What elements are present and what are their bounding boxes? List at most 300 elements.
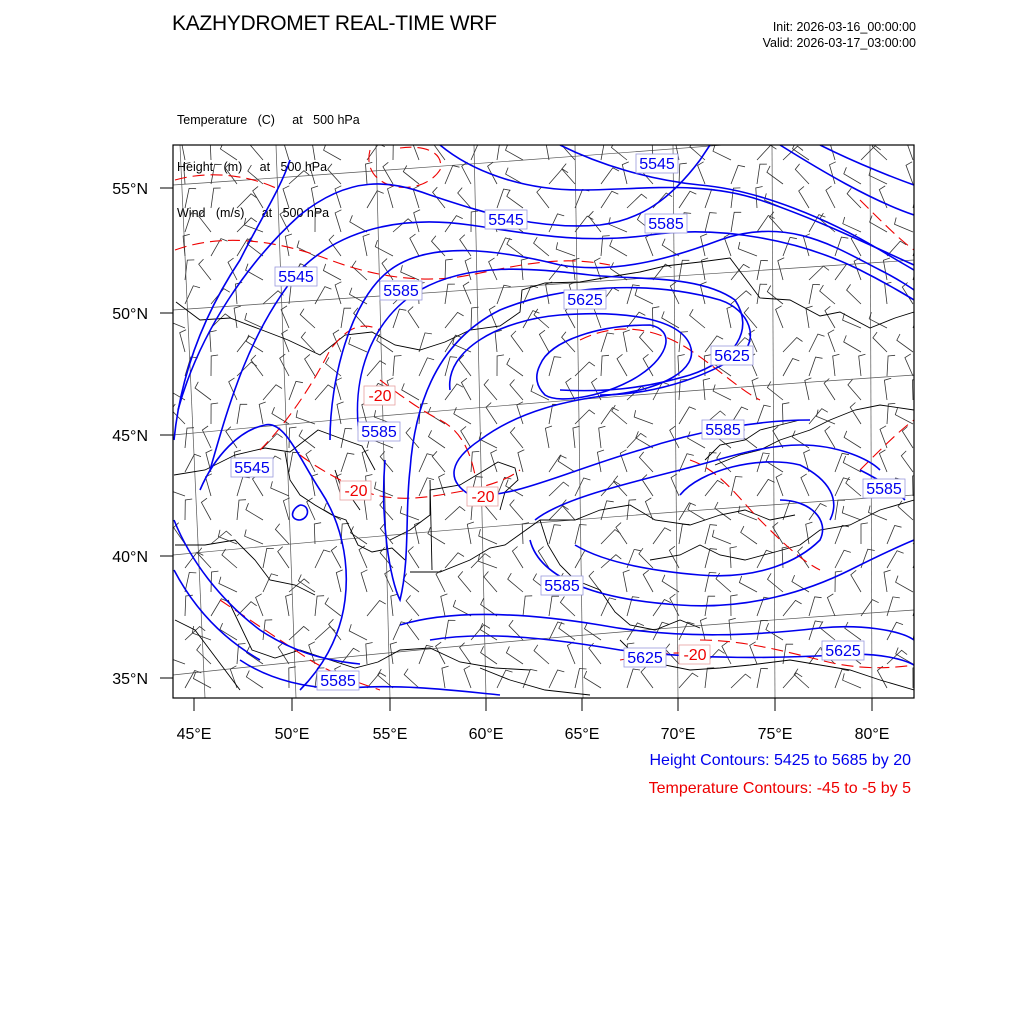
wind-barb (783, 600, 802, 616)
wind-barb (471, 211, 478, 232)
wind-barb (652, 307, 659, 328)
wind-barb (635, 289, 653, 305)
temp-label-text: -20 (683, 647, 707, 664)
wind-barb (272, 407, 289, 424)
wind-barb (825, 306, 835, 328)
wind-barb (731, 291, 751, 304)
wind-barb (799, 186, 809, 208)
wind-barb (575, 410, 595, 424)
wind-barb (510, 500, 523, 520)
height-contour-legend: Height Contours: 5425 to 5685 by 20 (649, 752, 911, 769)
wind-barb (873, 332, 887, 352)
wind-barb (289, 381, 303, 400)
wind-barb (670, 426, 679, 448)
wind-barb (442, 666, 449, 688)
wind-barb (601, 168, 619, 184)
wind-barb (408, 307, 419, 328)
wind-barb (705, 213, 717, 232)
wind-barb (537, 187, 549, 208)
wind-barb (829, 138, 835, 160)
wind-barb (705, 549, 717, 568)
wind-barb (518, 450, 524, 472)
wind-barb (767, 286, 783, 305)
lon-label: 50°E (274, 726, 310, 743)
wind-barb (285, 234, 292, 256)
wind-barb (879, 450, 887, 472)
height-label (380, 281, 422, 300)
wind-barb (662, 239, 679, 256)
wind-barb (312, 138, 319, 160)
wind-barb (289, 284, 298, 304)
wind-barb (185, 573, 196, 593)
wind-barb (653, 600, 671, 617)
wind-barb (913, 189, 924, 209)
wind-barb (219, 577, 237, 592)
wind-barbs (166, 138, 933, 688)
wind-barb (623, 330, 630, 352)
wind-barb (573, 426, 580, 448)
wind-barb (913, 237, 926, 256)
wind-barb (222, 549, 237, 568)
wind-barb (300, 309, 315, 328)
wind-barb (364, 498, 371, 520)
wind-barb (575, 551, 591, 568)
wind-barb (623, 570, 630, 592)
wind-barb (167, 314, 186, 329)
wind-barb (391, 594, 398, 616)
wind-barb (349, 624, 367, 640)
wind-barb (617, 354, 627, 376)
temp-label-text: -20 (344, 483, 368, 500)
wind-barb (166, 482, 185, 496)
wind-barb (289, 626, 309, 640)
wind-barb (850, 403, 861, 425)
wind-barb (341, 453, 354, 472)
wind-barb (757, 164, 767, 184)
wind-barb (895, 408, 913, 424)
wind-barb (459, 355, 471, 376)
wind-barb (463, 282, 471, 304)
wind-barb (545, 426, 552, 448)
wind-barb (757, 145, 776, 160)
wind-barb (713, 145, 731, 161)
wind-barb (851, 570, 861, 592)
wind-barb (567, 642, 575, 664)
wind-barb (896, 576, 913, 592)
wind-barb (906, 162, 913, 184)
wind-barb (307, 498, 315, 520)
wind-barb (805, 378, 812, 400)
wind-barb (562, 164, 575, 184)
wind-barb (773, 426, 783, 448)
wind-barb (367, 191, 384, 208)
wind-barb (246, 503, 263, 520)
wind-barb (739, 576, 757, 592)
height-label (645, 214, 687, 233)
wind-barb (835, 669, 849, 688)
lon-label: 75°E (757, 726, 793, 743)
height-label (231, 458, 273, 477)
wind-barb (445, 384, 463, 400)
wind-barb (809, 284, 820, 304)
wind-barb (523, 669, 537, 688)
temp-label-text: -20 (368, 388, 392, 405)
wind-barb (620, 450, 627, 472)
wind-barb (809, 621, 822, 640)
wind-barb (601, 355, 609, 376)
wind-barb (700, 618, 706, 640)
wind-barb (436, 570, 445, 592)
wind-barb (715, 502, 731, 520)
wind-barb (497, 670, 513, 688)
wind-barb (901, 451, 913, 472)
wind-barb (713, 385, 731, 401)
wind-barb (323, 264, 341, 280)
wind-barb (367, 361, 386, 376)
wind-barb (639, 548, 653, 568)
wind-barb (546, 282, 553, 304)
wind-barb (283, 138, 289, 160)
wind-barb (445, 312, 464, 328)
height-label-text: 5585 (361, 424, 397, 441)
wind-barb (511, 331, 523, 352)
wind-barb (366, 162, 373, 184)
wind-barb (830, 162, 836, 184)
wind-barb (741, 526, 757, 544)
wind-barb (843, 313, 861, 328)
wind-barb (237, 404, 247, 424)
wind-barb (729, 618, 736, 640)
wind-barb (601, 530, 621, 544)
wind-barb (835, 550, 851, 568)
wind-barb (210, 331, 217, 353)
height-label (358, 422, 400, 441)
wind-barb (835, 264, 853, 280)
wind-barb (770, 212, 784, 232)
wind-barb (565, 306, 575, 328)
wind-barb (185, 454, 201, 472)
wind-barb (383, 162, 393, 184)
wind-barb (491, 450, 497, 472)
wind-barb (259, 402, 266, 424)
wind-barb (884, 570, 891, 592)
wind-barb (589, 571, 601, 592)
wind-barb (783, 237, 797, 256)
wind-barb (641, 667, 653, 688)
wind-barb (776, 306, 783, 328)
wind-barb (419, 478, 434, 496)
height-label (485, 210, 527, 229)
wind-barb (193, 672, 211, 688)
wind-barb (523, 596, 532, 616)
wind-barb (245, 313, 263, 328)
wind-barb (211, 164, 222, 184)
wind-barb (738, 242, 757, 256)
wind-barb (752, 378, 758, 400)
wind-barb (445, 284, 455, 304)
wind-barb (549, 670, 564, 688)
wind-barb (461, 378, 471, 400)
wind-barb (465, 258, 471, 280)
wind-barb (406, 595, 419, 616)
wind-barb (599, 426, 606, 448)
wind-barb (428, 527, 445, 544)
wind-barb (801, 474, 809, 496)
wind-barb (315, 596, 324, 616)
wind-barb (512, 547, 523, 569)
wind-barb (861, 523, 868, 544)
wind-barb (195, 382, 211, 400)
wind-barb (253, 474, 264, 496)
wind-barb (845, 622, 861, 640)
wind-barb (887, 597, 900, 616)
wind-barb (419, 454, 434, 472)
wind-barb (211, 355, 218, 376)
height-label (317, 671, 359, 690)
wind-barb (315, 211, 322, 232)
wind-barb (484, 572, 497, 593)
height-label (564, 290, 606, 309)
height-label-text: 5585 (544, 578, 580, 595)
wind-barb (646, 234, 653, 256)
wind-barb (826, 186, 835, 208)
wind-barb (286, 594, 293, 616)
wind-barb (478, 554, 497, 568)
wind-barb (913, 597, 925, 616)
wind-barb (445, 166, 460, 184)
wind-barb (824, 379, 835, 401)
wind-barb (185, 260, 194, 280)
wind-barb (404, 669, 419, 688)
wind-barb (616, 523, 627, 544)
lon-labels (177, 726, 890, 743)
height-label-text: 5545 (639, 156, 675, 173)
wind-barb (378, 669, 393, 688)
wind-barb (408, 547, 419, 569)
lon-label: 45°E (176, 726, 212, 743)
wind-barb (640, 332, 654, 352)
wind-barb (412, 138, 419, 160)
height-label (702, 420, 744, 439)
wind-barb (315, 550, 330, 568)
wind-barb (289, 452, 300, 472)
height-label (275, 267, 317, 286)
wind-barb (806, 522, 813, 544)
wind-barb (263, 574, 278, 592)
wind-barb (263, 385, 282, 400)
temp-label (467, 487, 498, 506)
wind-barb (199, 259, 211, 280)
wind-barb (847, 284, 861, 304)
wind-barb (643, 570, 653, 592)
wind-barb (349, 337, 367, 352)
wind-barb (410, 234, 419, 256)
wind-barb (393, 356, 402, 377)
wind-barb (835, 500, 845, 520)
wind-barb (350, 215, 367, 232)
temp-label-text: -20 (471, 489, 495, 506)
wind-barb (432, 451, 445, 472)
wind-barb (671, 474, 679, 496)
height-label-text: 5625 (714, 348, 750, 365)
wind-barb (298, 575, 315, 593)
lat-label: 50°N (112, 306, 148, 323)
wind-barb (835, 525, 849, 544)
wind-barb (639, 452, 653, 472)
wind-barb (481, 598, 497, 616)
wind-barb (202, 426, 211, 448)
lon-label: 80°E (854, 726, 890, 743)
wind-barb (844, 167, 861, 184)
wind-barb (166, 650, 185, 664)
lon-label: 70°E (660, 726, 696, 743)
wind-barb (835, 453, 849, 472)
wind-barb (913, 549, 927, 568)
wind-barb (289, 171, 309, 184)
wind-barb (549, 214, 564, 232)
wind-barb (611, 141, 627, 160)
wind-barb (380, 500, 393, 520)
wind-barb (859, 354, 866, 376)
lon-label: 60°E (468, 726, 504, 743)
height-label-text: 5625 (825, 643, 861, 660)
wind-barb (271, 481, 289, 496)
wind-barb (895, 218, 914, 233)
lon-label: 65°E (564, 726, 600, 743)
wind-barb (464, 666, 471, 688)
wind-barb (887, 551, 904, 568)
wind-barb (226, 427, 237, 448)
wind-barb (324, 144, 341, 160)
height-label (822, 641, 864, 660)
lon-label: 55°E (372, 726, 408, 743)
wind-barb (393, 309, 406, 328)
wind-barb (517, 402, 523, 424)
wind-barb (601, 140, 612, 160)
wind-barb (534, 237, 549, 256)
wind-barb (905, 354, 913, 376)
wind-barb (809, 409, 828, 424)
wind-barb (506, 144, 524, 160)
wind-barb (794, 669, 809, 688)
wind-barb (679, 191, 696, 208)
wind-barb (653, 622, 669, 640)
wind-barb (776, 474, 783, 496)
wind-barb (419, 333, 432, 352)
wind-barb (352, 261, 367, 280)
wind-barb (211, 188, 221, 208)
wind-barb (575, 478, 590, 496)
wind-barb (337, 402, 344, 424)
wind-barb (336, 570, 342, 592)
wind-barb (575, 190, 589, 209)
wind-barb (393, 139, 400, 160)
valid-time: Valid: 2026-03-17_03:00:00 (762, 36, 916, 50)
wind-barb (843, 673, 861, 688)
wind-barb (185, 499, 192, 520)
wind-barb (458, 571, 471, 592)
wind-barb (809, 266, 829, 280)
wind-barb (305, 354, 315, 376)
wind-barb (507, 358, 523, 376)
wind-barb (913, 309, 926, 328)
wind-barb (419, 404, 428, 425)
wind-barb (495, 330, 502, 352)
wind-barb (367, 673, 386, 688)
temp-label (340, 481, 371, 500)
wind-barb (486, 403, 497, 424)
wind-barb (768, 573, 784, 592)
wind-barb (184, 163, 191, 185)
wind-barb (234, 306, 241, 328)
lat-label: 35°N (112, 671, 148, 688)
wind-barb (820, 285, 835, 304)
wind-barb (256, 594, 263, 616)
field-temperature: Temperature (C) at 500 hPa (177, 113, 360, 127)
wind-barb (419, 358, 434, 376)
wind-barb (510, 427, 523, 448)
temperature-contour-legend: Temperature Contours: -45 to -5 by 5 (648, 780, 911, 797)
wind-barb (622, 162, 629, 184)
wind-barb (297, 241, 315, 257)
wind-barb (835, 478, 850, 496)
wind-barb (584, 671, 601, 688)
wind-barb (375, 240, 393, 256)
height-label-text: 5585 (705, 422, 741, 439)
wind-barb (325, 598, 341, 616)
wind-barb (560, 597, 575, 617)
wind-barb (539, 330, 549, 352)
wind-barb (471, 554, 491, 568)
wind-barb (180, 330, 186, 352)
wind-barb (610, 239, 627, 256)
height-label-text: 5545 (278, 269, 314, 286)
wind-barb (825, 426, 835, 448)
wind-barb (181, 138, 188, 160)
wind-barb (731, 477, 742, 497)
height-label-text: 5625 (627, 650, 663, 667)
wind-barb (211, 314, 231, 328)
wind-barb (460, 235, 471, 256)
field-height: Height (m) at 500 hPa (177, 159, 328, 174)
wind-barb (783, 359, 799, 377)
height-label (541, 576, 583, 595)
wind-barb (484, 379, 497, 400)
wind-barb (566, 378, 575, 400)
wind-barb (237, 500, 246, 520)
wind-barb (828, 330, 835, 352)
lat-label: 40°N (112, 549, 148, 566)
wind-barb (507, 190, 523, 208)
wind-barb (783, 673, 802, 688)
wind-barb (433, 139, 445, 160)
wind-barb (393, 219, 413, 232)
wind-barb (795, 164, 809, 184)
height-label-text: 5625 (567, 292, 603, 309)
wind-barb (549, 525, 561, 544)
wind-barb (589, 211, 601, 232)
wind-barb (429, 430, 446, 448)
wind-barb (522, 523, 529, 544)
temp-label (679, 645, 710, 664)
height-label-text: 5585 (320, 673, 356, 690)
wind-barb (653, 528, 671, 544)
wind-barb (366, 643, 373, 665)
wind-barb (237, 477, 250, 496)
wind-barb (690, 309, 705, 328)
wind-barb (827, 594, 835, 616)
lat-label: 55°N (112, 181, 148, 198)
